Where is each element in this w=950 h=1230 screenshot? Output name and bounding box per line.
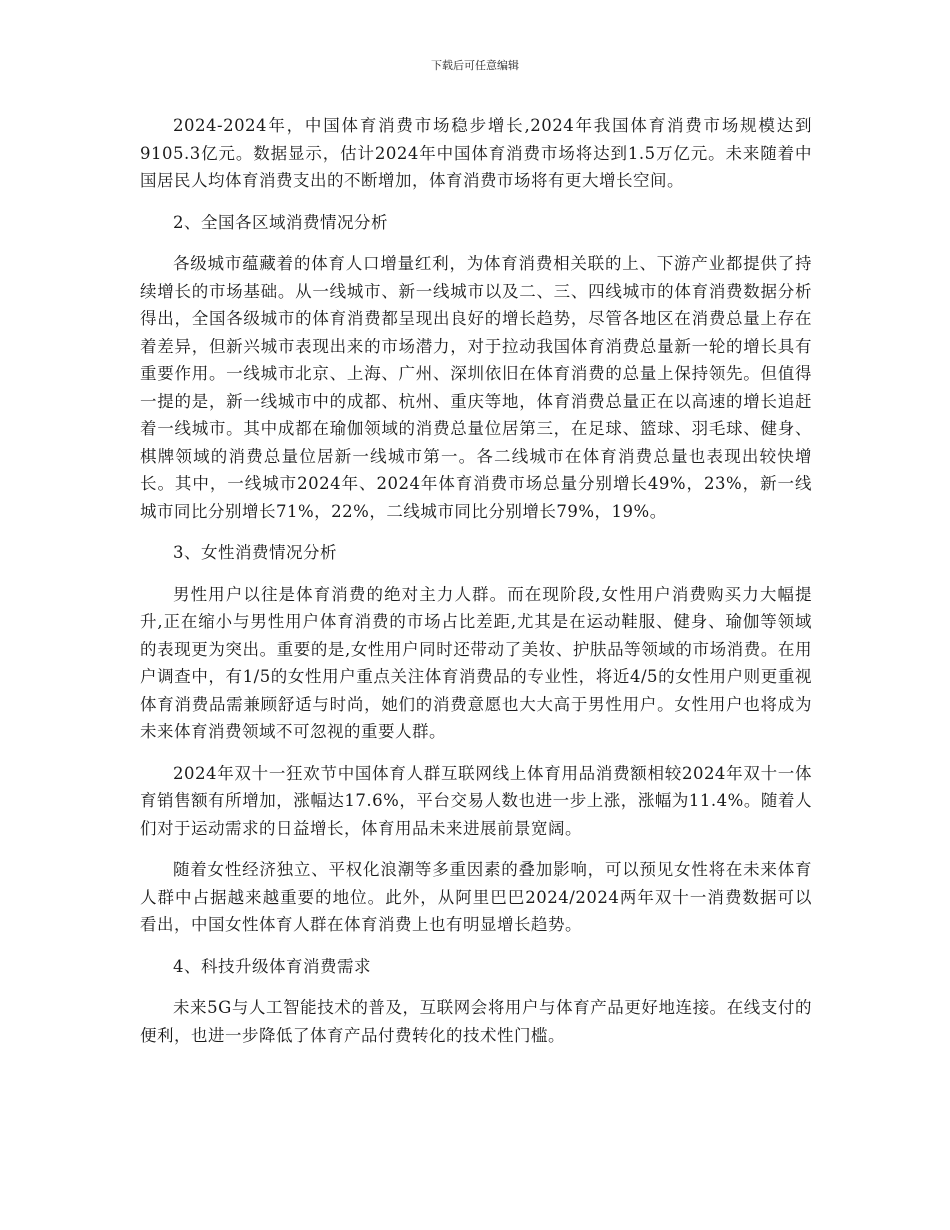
document-body — [140, 112, 812, 1063]
section-heading-technology: 4、科技升级体育消费需求 — [173, 956, 371, 976]
section-heading-female: 3、女性消费情况分析 — [173, 543, 337, 562]
paragraph-regional-analysis: 各级城市蕴藏着的体育人口增量红利，为体育消费相关联的上、下游产业都提供了持续增长的市场基础。从一线城市、新一线城市以及二、三、四线城市的体育消费数据分析得出，全国各级城市的体育消费都呈现出良好的增长趋势，尽管各地区在消费总量上存在着差异，但新兴城市表现出来的市场潜力，对于拉动我国体育消费总量新一轮的增长具有重要作用。一线城市北京、上海、广州、深圳依旧在体育消费的总量上保持领先。但值得一提的是，新一线城市中的成都、杭州、重庆等地，体育消费总量正在以高速的增长追赶着一线城市。其中成都在瑜伽领域的消费总量位居第三，在足球、篮球、羽毛球、健身、棋牌领域的消费总量位居新一线城市第一。各二线城市在体育消费总量也表现出较快增长。其中，一线城市2024年、2024年体育消费市场总量分别增长49%，23%，新一线城市同比分别增长71%，22%，二线城市同比分别增长79%，19%。 — [140, 254, 812, 521]
paragraph-market-growth: 2024-2024年，中国体育消费市场稳步增长,2024年我国体育消费市场规模达到9105.3亿元。数据显示，估计2024年中国体育消费市场将达到1.5万亿元。未来随着中国居民人均体育消费支出的不断增加，体育消费市场将有更大增长空间。 — [140, 116, 812, 190]
paragraph-double-eleven: 2024年双十一狂欢节中国体育人群互联网线上体育用品消费额相较2024年双十一体育销售额有所增加，涨幅达17.6%，平台交易人数也进一步上涨，涨幅为11.4%。随着人们对于运动需求的日益增长，体育用品未来进展前景宽阔。 — [140, 763, 812, 838]
section-heading-regional: 2、全国各区域消费情况分析 — [173, 212, 388, 232]
page-header: 下载后可任意编辑 — [431, 59, 519, 72]
paragraph-female-consumption: 男性用户以往是体育消费的绝对主力人群。而在现阶段,女性用户消费购买力大幅提升,正在缩小与男性用户体育消费的市场占比差距,尤其是在运动鞋服、健身、瑜伽等领域的表现更为突出。重要的是,女性用户同时还带动了美妆、护肤品等领域的市场消费。在用户调查中，有1/5的女性用户重点关注体育消费品的专业性，将近4/5的女性用户则更重视体育消费品需兼顾舒适与时尚，她们的消费意愿也大大高于男性用户。女性用户也将成为未来体育消费领域不可忽视的重要人群。 — [140, 584, 812, 741]
paragraph-female-trend: 随着女性经济独立、平权化浪潮等多重因素的叠加影响，可以预见女性将在未来体育人群中占据越来越重要的地位。此外，从阿里巴巴2024/2024两年双十一消费数据可以看出，中国女性体育人群在体育消费上也有明显增长趋势。 — [140, 860, 812, 934]
paragraph-technology: 未来5G与人工智能技术的普及，互联网会将用户与体育产品更好地连接。在线支付的便利，也进一步降低了体育产品付费转化的技术性门槛。 — [140, 998, 812, 1045]
